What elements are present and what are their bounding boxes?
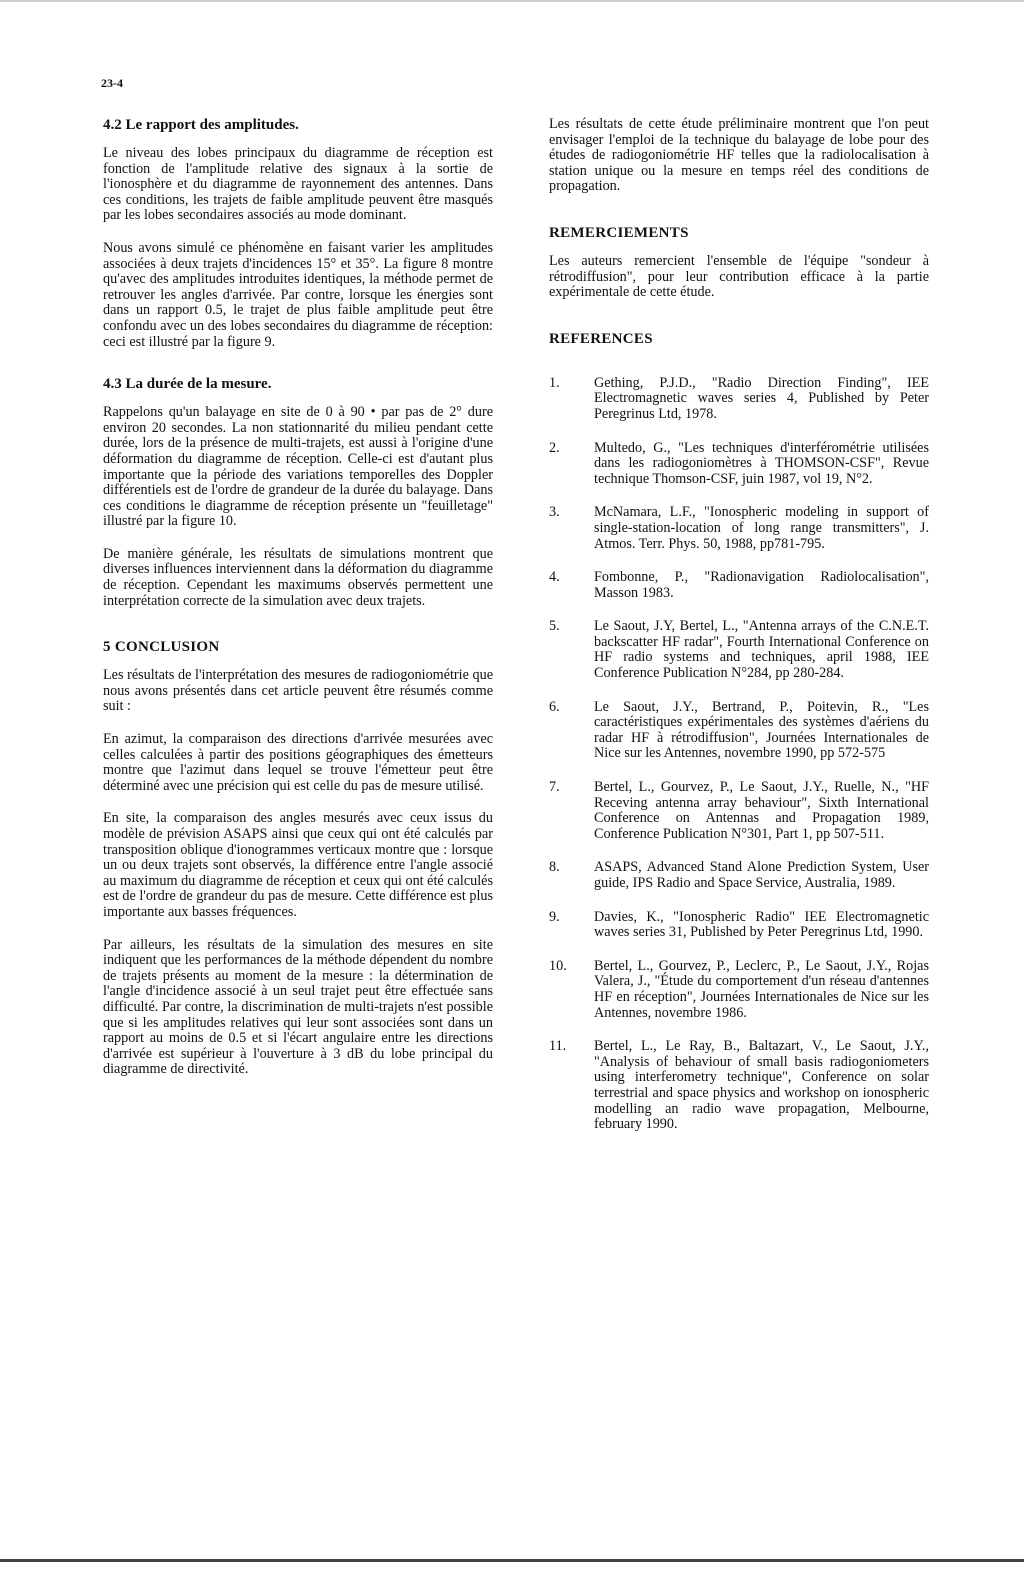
paragraph: Nous avons simulé ce phénomène en faisant varier les amplitudes associées à deux trajets d'incidences 15° et 35°. La figure 8 montre qu'avec des amplitudes introduites identiques, la méthode permet de retrouver les angles d'arrivée. Par contre, lorsque les énergies sont dans un rapport 0.5, le trajet de plus faible amplitude peut être confondu avec un des lobes secondaires du diagramme de réception: ceci est illustré par la figure 9.: [103, 239, 493, 350]
paragraph: Par ailleurs, les résultats de la simulation des mesures en site indiquent que les performances de la méthode dépendent du nombre de trajets présents au moment de la mesure : la détermination de l'angle d'incidence associé à un seul trajet peut être effectuée sans difficulté. Par contre, la discrimination de multi-trajets n'est possible que si les amplitudes relatives qui leur sont associées sont dans un rapport au moins de 0.5 et si l'écart angulaire entre les directions d'arrivée est supérieur à l'ouverture à 3 dB du lobe principal du diagramme de directivité.: [103, 936, 493, 1078]
section-heading-4-2: 4.2 Le rapport des amplitudes.: [103, 117, 299, 133]
paragraph: Le niveau des lobes principaux du diagramme de réception est fonction de l'amplitude relative des signaux à la sortie de l'ionosphère et du diagramme de rayonnement des antennes. Dans ces conditions, les trajets de faible amplitude peuvent être masqués par les lobes secondaires associés au mode dominant.: [103, 145, 493, 224]
reference-list: [549, 376, 929, 1133]
reference-text: Bertel, L., Gourvez, P., Le Saout, J.Y., Ruelle, N., "HF Receving antenna array behaviour", Sixth International Conference on Antennas and Propagation 1989, Conference Publication N°301, Part 1, pp 507-511.: [594, 779, 929, 842]
page-number: 23-4: [101, 76, 123, 90]
reference-item: [549, 780, 929, 842]
section-heading-4-3: 4.3 La durée de la mesure.: [103, 376, 272, 393]
reference-text: ASAPS, Advanced Stand Alone Prediction System, User guide, IPS Radio and Space Service, Australia, 1989.: [594, 859, 929, 891]
paragraph: En site, la comparaison des angles mesurés avec ceux issus du modèle de prévision ASAPS ainsi que ceux qui ont été calculés par transposition oblique d'ionogrammes verticaux montre que : lorsque un ou deux trajets sont observés, la différence entre l'angle associé au maximum du diagramme de réception et ceux qui ont été calculés est de l'ordre de grandeur du pas de mesure. Cette différence est plus importante aux basses fréquences.: [103, 810, 493, 920]
reference-text: Bertel, L., Le Ray, B., Baltazart, V., Le Saout, J.Y., "Analysis of behaviour of small basis radiogoniometers using interferometry technique", Conference on solar terrestrial and space physics and workshop on ionospheric modelling an radio wave propagation, Melbourne, february 1990.: [594, 1038, 929, 1133]
reference-item: [549, 700, 929, 762]
reference-number: 3.: [549, 504, 560, 521]
reference-item: [549, 910, 929, 941]
reference-number: 2.: [549, 439, 560, 456]
reference-text: Multedo, G., "Les techniques d'interférométrie utilisées dans les radiogoniomètres à THOMSON-CSF", Revue technique Thomson-CSF, juin 1987, vol 19, N°2.: [594, 439, 929, 487]
reference-number: 7.: [549, 779, 560, 796]
reference-number: 10.: [549, 957, 567, 974]
right-column: [549, 117, 929, 1151]
reference-text: Gething, P.J.D., "Radio Direction Finding", IEE Electromagnetic waves series 4, Published by Peter Peregrinus Ltd, 1978.: [594, 374, 929, 422]
reference-item: [549, 619, 929, 681]
reference-number: 8.: [549, 859, 560, 876]
scan-bottom-edge: [0, 1559, 1024, 1562]
reference-item: [549, 1039, 929, 1133]
reference-number: 6.: [549, 698, 560, 715]
paragraph: Les résultats de l'interprétation des mesures de radiogoniométrie que nous avons présentés dans cet article peuvent être résumés comme suit :: [103, 667, 493, 715]
reference-item: [549, 505, 929, 552]
reference-text: Le Saout, J.Y, Bertel, L., "Antenna arrays of the C.N.E.T. backscatter HF radar", Fourth International Conference on HF radio systems and techniques, april 1988, IEE Conference Publication N°284, pp 280-284.: [594, 618, 929, 682]
reference-item: [549, 570, 929, 601]
section-heading-remerciements: REMERCIEMENTS: [549, 224, 689, 241]
section-heading-conclusion: 5 CONCLUSION: [103, 639, 220, 656]
reference-item: [549, 441, 929, 488]
reference-number: 4.: [549, 569, 560, 586]
paragraph: De manière générale, les résultats de simulations montrent que diverses influences interviennent dans la déformation du diagramme de réception. Cependant les maximums observés permettent une interprétation correcte de la simulation avec deux trajets.: [103, 545, 493, 609]
reference-number: 1.: [549, 374, 560, 391]
reference-text: Le Saout, J.Y., Bertrand, P., Poitevin, R., "Les caractéristiques expérimentales des systèmes d'aériens du radar HF à rétrodiffusion", Journées Internationales de Nice sur les Antennes, novembre 1990, pp 572-575: [594, 698, 929, 762]
section-heading-references: REFERENCES: [549, 330, 653, 347]
paragraph: En azimut, la comparaison des directions d'arrivée mesurées avec celles calculées à partir des positions géographiques des émetteurs montre que l'azimut dans lequel se trouve l'émetteur peut être déterminé avec une précision qui est celle du pas de mesure utilisé.: [103, 731, 493, 794]
reference-text: Davies, K., "Ionospheric Radio" IEE Electromagnetic waves series 31, Published by Peter Peregrinus Ltd, 1990.: [594, 908, 929, 941]
scan-top-edge: [0, 0, 1024, 2]
paragraph: Rappelons qu'un balayage en site de 0 à 90 • par pas de 2° dure environ 20 secondes. La non stationnarité du milieu pendant cette durée, lors de la présence de multi-trajets, est aussi à l'origine d'une déformation du diagramme de réception. Celle-ci est d'autant plus importante que la période des variations temporelles des Doppler différentiels est de l'ordre de grandeur de la durée du balayage. Dans ces conditions le diagramme de réception présente un "feuilletage" illustré par la figure 10.: [103, 404, 493, 530]
paragraph: Les résultats de cette étude préliminaire montrent que l'on peut envisager l'emploi de la technique du balayage de lobe pour des études de radiogoniométrie HF telles que la radiolocalisation à station unique ou la mesure en temps réel des conditions de propagation.: [549, 116, 929, 195]
reference-text: Fombonne, P., "Radionavigation Radiolocalisation", Masson 1983.: [594, 569, 929, 601]
paragraph: Les auteurs remercient l'ensemble de l'équipe "sondeur à rétrodiffusion", pour leur contribution efficace à la partie expérimentale de cette étude.: [549, 252, 929, 301]
reference-item: [549, 860, 929, 891]
reference-item: [549, 959, 929, 1021]
reference-number: 5.: [549, 618, 560, 635]
reference-text: Bertel, L., Gourvez, P., Leclerc, P., Le Saout, J.Y., Rojas Valera, J., "Étude du comportement d'un réseau d'antennes HF en réception", Journées Internationales de Nice sur les Antennes, novembre 1986.: [594, 957, 929, 1021]
left-column: [103, 117, 493, 1095]
reference-number: 11.: [549, 1038, 567, 1055]
reference-item: [549, 376, 929, 423]
reference-number: 9.: [549, 908, 560, 925]
reference-text: McNamara, L.F., "Ionospheric modeling in support of single-station-location of long range transmitters", J. Atmos. Terr. Phys. 50, 1988, pp781-795.: [594, 504, 929, 552]
